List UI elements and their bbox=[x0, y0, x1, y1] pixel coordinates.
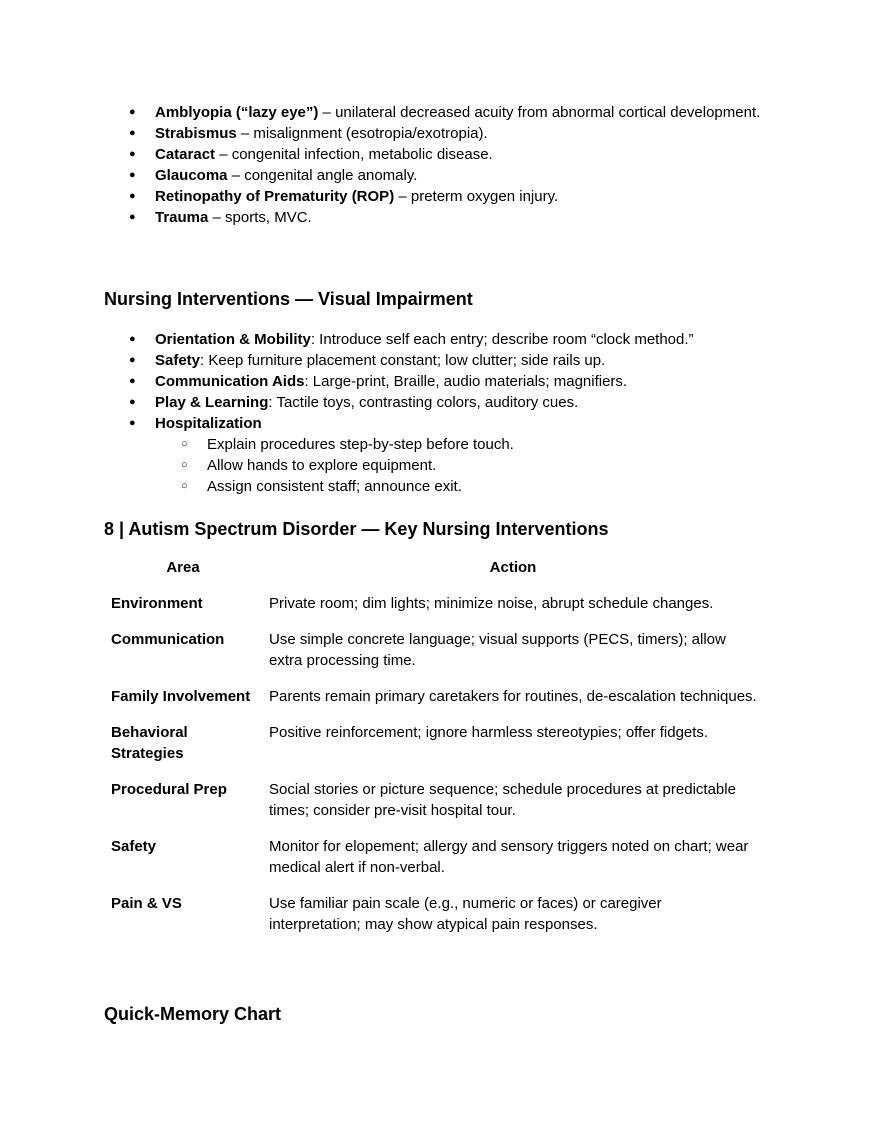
table-cell-area: Safety bbox=[111, 838, 157, 855]
list-item bbox=[104, 392, 784, 413]
list-item-desc: : Introduce self each entry; describe room “clock method.” bbox=[310, 331, 694, 348]
table-row bbox=[104, 772, 764, 829]
column-header-action: Action bbox=[489, 559, 537, 576]
list-item-desc: – congenital angle anomaly. bbox=[227, 167, 418, 184]
table-cell-area: Communication bbox=[111, 631, 225, 648]
table-cell-area: Behavioral Strategies bbox=[111, 724, 188, 762]
table-row bbox=[104, 679, 764, 715]
list-item-desc: : Tactile toys, contrasting colors, auditory cues. bbox=[268, 394, 579, 411]
table-cell-action: Private room; dim lights; minimize noise, abrupt schedule changes. bbox=[269, 595, 714, 612]
table-cell-area: Family Involvement bbox=[111, 688, 251, 705]
list-item bbox=[104, 144, 784, 165]
list-item-term: Amblyopia (“lazy eye”) bbox=[155, 104, 319, 121]
list-item-term: Play & Learning bbox=[155, 394, 269, 411]
table-row bbox=[104, 715, 764, 772]
sub-list-item: ○ Assign consistent staff; announce exit. bbox=[155, 476, 784, 497]
list-item bbox=[104, 123, 784, 144]
list-item bbox=[104, 350, 784, 371]
list-item bbox=[104, 413, 784, 497]
sub-list-item: ○ Explain procedures step-by-step before touch. bbox=[155, 434, 784, 455]
list-item bbox=[104, 186, 784, 207]
table-cell-action: Use simple concrete language; visual supports (PECS, timers); allow extra processing time. bbox=[269, 631, 726, 669]
table-cell-action: Monitor for elopement; allergy and sensory triggers noted on chart; wear medical alert if non-verbal. bbox=[269, 838, 749, 876]
sub-list-item: ○ Allow hands to explore equipment. bbox=[155, 455, 784, 476]
table-cell-area: Pain & VS bbox=[111, 895, 182, 912]
table-cell-action: Use familiar pain scale (e.g., numeric or faces) or caregiver interpretation; may show atypical pain responses. bbox=[269, 895, 662, 933]
list-item bbox=[104, 102, 784, 123]
table-cell-area: Procedural Prep bbox=[111, 781, 227, 798]
list-item-desc: – unilateral decreased acuity from abnormal cortical development. bbox=[318, 104, 761, 121]
autism-interventions-table bbox=[104, 553, 764, 943]
visual-interventions-list bbox=[104, 329, 784, 497]
table-row bbox=[104, 622, 764, 679]
autism-heading: 8 | Autism Spectrum Disorder — Key Nursing Interventions bbox=[104, 519, 609, 539]
list-item-term: Cataract bbox=[155, 146, 216, 163]
list-item-term: Communication Aids bbox=[155, 373, 305, 390]
list-item-desc: – congenital infection, metabolic disease. bbox=[215, 146, 493, 163]
table-row bbox=[104, 586, 764, 622]
table-cell-action: Positive reinforcement; ignore harmless stereotypies; offer fidgets. bbox=[269, 724, 709, 741]
list-item-term: Retinopathy of Prematurity (ROP) bbox=[155, 188, 395, 205]
list-item bbox=[104, 371, 784, 392]
list-item-term: Orientation & Mobility bbox=[155, 331, 311, 348]
list-item-term: Strabismus bbox=[155, 125, 237, 142]
list-item-desc: : Large-print, Braille, audio materials; magnifiers. bbox=[304, 373, 628, 390]
quick-memory-heading: Quick-Memory Chart bbox=[104, 1004, 282, 1024]
table-cell-area: Environment bbox=[111, 595, 203, 612]
hospitalization-sublist bbox=[155, 434, 784, 497]
list-item-desc: – preterm oxygen injury. bbox=[394, 188, 559, 205]
table-row bbox=[104, 829, 764, 886]
list-item-desc: : Keep furniture placement constant; low clutter; side rails up. bbox=[200, 352, 606, 369]
causes-list bbox=[104, 102, 784, 228]
list-item-term: Trauma bbox=[155, 209, 209, 226]
column-header-area: Area bbox=[166, 559, 200, 576]
list-item bbox=[104, 329, 784, 350]
list-item-term: Safety bbox=[155, 352, 201, 369]
list-item bbox=[104, 207, 784, 228]
table-cell-action: Social stories or picture sequence; schedule procedures at predictable times; consider pre-visit hospital tour. bbox=[269, 781, 736, 819]
visual-impairment-heading: Nursing Interventions — Visual Impairment bbox=[104, 289, 473, 309]
list-item-desc: – sports, MVC. bbox=[208, 209, 312, 226]
table-header-row bbox=[104, 553, 764, 586]
list-item-term: Glaucoma bbox=[155, 167, 228, 184]
table-row bbox=[104, 886, 764, 943]
list-item-desc: – misalignment (esotropia/exotropia). bbox=[236, 125, 488, 142]
table-cell-action: Parents remain primary caretakers for routines, de-escalation techniques. bbox=[269, 688, 757, 705]
list-item-term: Hospitalization bbox=[155, 415, 262, 432]
list-item bbox=[104, 165, 784, 186]
